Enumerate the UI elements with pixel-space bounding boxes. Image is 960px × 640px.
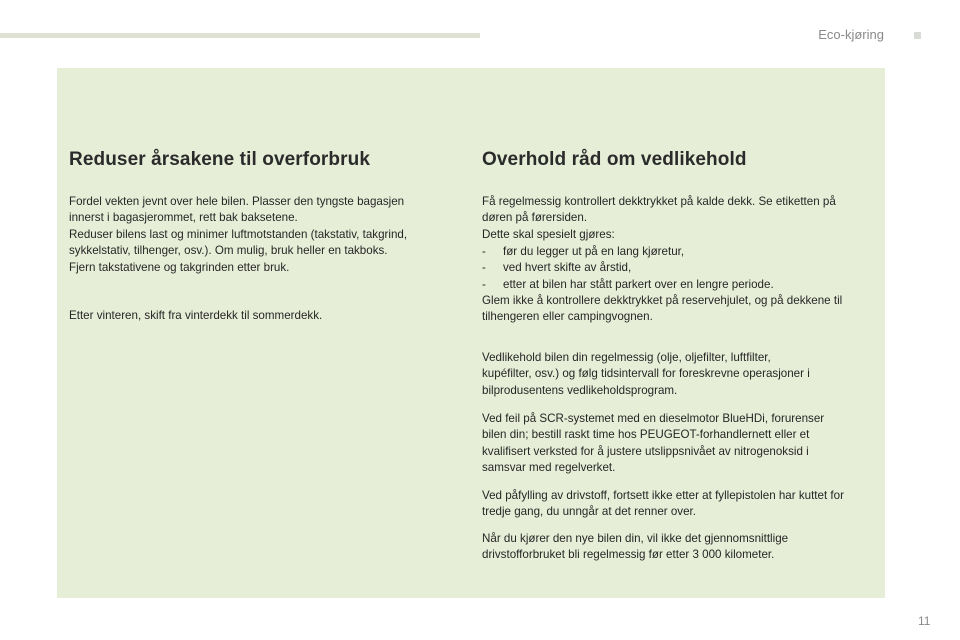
list-item: - før du legger ut på en lang kjøretur, — [482, 244, 774, 260]
list-item: - etter at bilen har stått parkert over en lengre periode. — [482, 277, 774, 293]
tyre-check-list — [482, 244, 774, 293]
left-paragraph-2: Etter vinteren, skift fra vinterdekk til sommerdekk. — [69, 309, 323, 322]
right-paragraph-2: Vedlikehold bilen din regelmessig (olje, oljefilter, luftfilter, kupéfilter, osv.) og følg tidsintervall for foreskrevne operasjoner i bilprodusentens vedlikeholdsprogram. — [482, 351, 810, 397]
right-after-list: Glem ikke å kontrollere dekktrykket på reservehjulet, og på dekkene til tilhengeren eller campingvognen. — [482, 294, 843, 324]
right-paragraph-4: Ved påfylling av drivstoff, fortsett ikke etter at fyllepistolen har kuttet for tredje gang, du unngår at det renner over. — [482, 489, 844, 519]
right-paragraph-5: Når du kjører den nye bilen din, vil ikke det gjennomsnittlige drivstofforbruket bli regelmessig før etter 3 000 kilometer. — [482, 532, 789, 562]
right-paragraph-3: Ved feil på SCR-systemet med en dieselmotor BlueHDi, forurenser bilen din; bestill raskt time hos PEUGEOT-forhandlernett eller et kvalifisert verksted for å justere utslippsnivået av nitrogenoksid i samsvar med regelverket. — [482, 412, 825, 475]
header-rule — [0, 33, 480, 38]
left-heading: Reduser årsakene til overforbruk — [69, 149, 370, 170]
section-marker — [914, 32, 921, 39]
left-paragraph-1: Fordel vekten jevnt over hele bilen. Plasser den tyngste bagasjen innerst i bagasjerommet, rett bak baksetene. Reduser bilens last og minimer luftmotstanden (takstativ, takgrind, sykkelstativ, tilhenger, osv.). Om mulig, bruk heller en takboks. Fjern takstativene og takgrinden etter bruk. — [69, 195, 408, 274]
section-title: Eco-kjøring — [818, 27, 884, 42]
right-heading: Overhold råd om vedlikehold — [482, 149, 747, 170]
right-intro: Få regelmessig kontrollert dekktrykket på kalde dekk. Se etiketten på døren på førersiden. Dette skal spesielt gjøres: — [482, 195, 836, 241]
page-number: 11 — [918, 614, 931, 628]
list-item: - ved hvert skifte av årstid, — [482, 260, 774, 276]
